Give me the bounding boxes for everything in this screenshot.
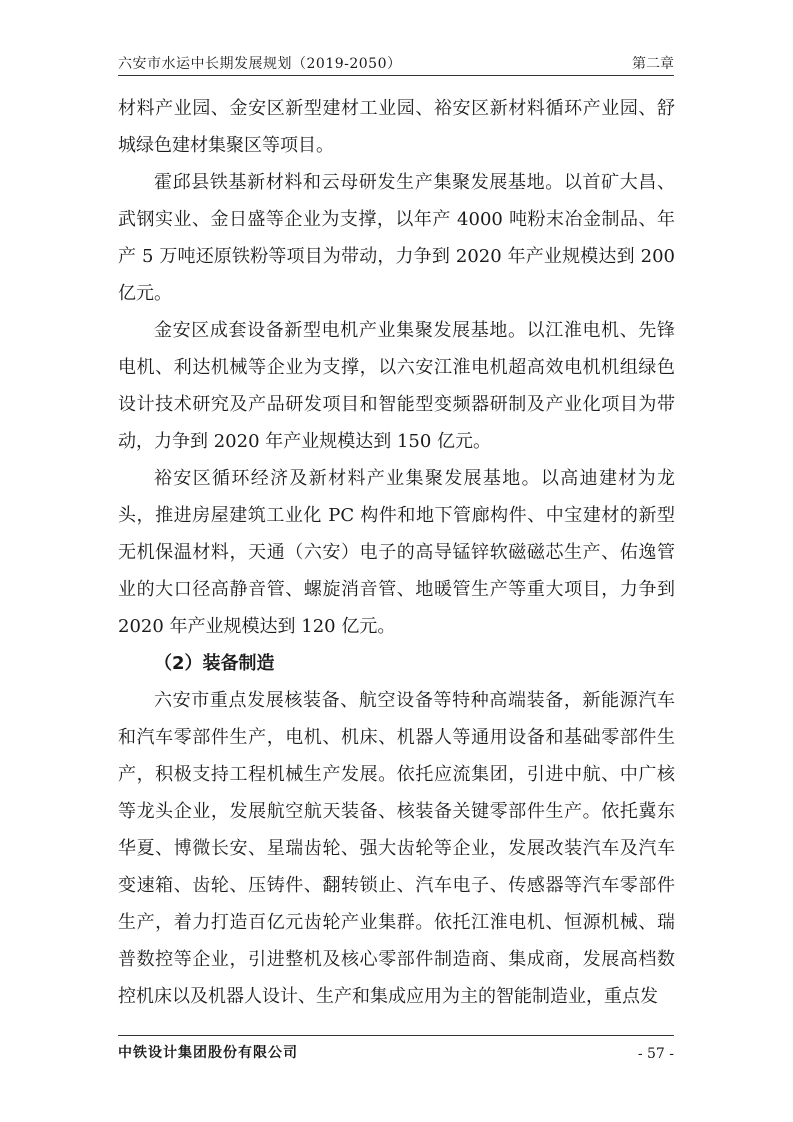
paragraph-yuan: 裕安区循环经济及新材料产业集聚发展基地。以高迪建材为龙头，推进房屋建筑工业化 PC 构件和地下管廊构件、中宝建材的新型无机保温材料，天通（六安）电子的高导锰锌软磁磁芯生产、佑逸管业的大口径高静音管、螺旋消音管、地暖管生产等重大项目，力争到 2020 年产业规模达到 120 亿元。: [118, 468, 675, 637]
page-body: [118, 90, 675, 1015]
paragraph-continued: 材料产业园、金安区新型建材工业园、裕安区新材料循环产业园、舒城绿色建材集聚区等项目。: [118, 98, 675, 156]
chapter-label: 第二章: [632, 56, 674, 72]
page-footer: [118, 1035, 674, 1076]
page-number: - 57 -: [637, 1046, 674, 1062]
company-name: 中铁设计集团股份有限公司: [118, 1045, 298, 1061]
section-subheading: （2）装备制造: [154, 653, 275, 674]
page-header: [118, 49, 674, 76]
document-title: 六安市水运中长期发展规划（2019-2050）: [118, 56, 402, 72]
paragraph-equipment: 六安市重点发展核装备、航空设备等特种高端装备，新能源汽车和汽车零部件生产，电机、机床、机器人等通用设备和基础零部件生产，积极支持工程机械生产发展。依托应流集团，引进中航、中广核等龙头企业，发展航空航天装备、核装备关键零部件生产。依托冀东华夏、博微长安、星瑞齿轮、强大齿轮等企业，发展改装汽车及汽车变速箱、齿轮、压铸件、翻转锁止、汽车电子、传感器等汽车零部件生产，着力打造百亿元齿轮产业集群。依托江淮电机、恒源机械、瑞普数控等企业，引进整机及核心零部件制造商、集成商，发展高档数控机床以及机器人设计、生产和集成应用为主的智能制造业，重点发: [118, 690, 675, 1007]
paragraph-huoqiu: 霍邱县铁基新材料和云母研发生产集聚发展基地。以首矿大昌、武钢实业、金日盛等企业为支撑，以年产 4000 吨粉末冶金制品、年产 5 万吨还原铁粉等项目为带动，力争到 2020 年产业规模达到 200 亿元。: [118, 172, 675, 304]
paragraph-jinan: 金安区成套设备新型电机产业集聚发展基地。以江淮电机、先锋电机、利达机械等企业为支撑，以六安江淮电机超高效电机机组绿色设计技术研究及产品研发项目和智能型变频器研制及产业化项目为带动，力争到 2020 年产业规模达到 150 亿元。: [118, 320, 675, 452]
